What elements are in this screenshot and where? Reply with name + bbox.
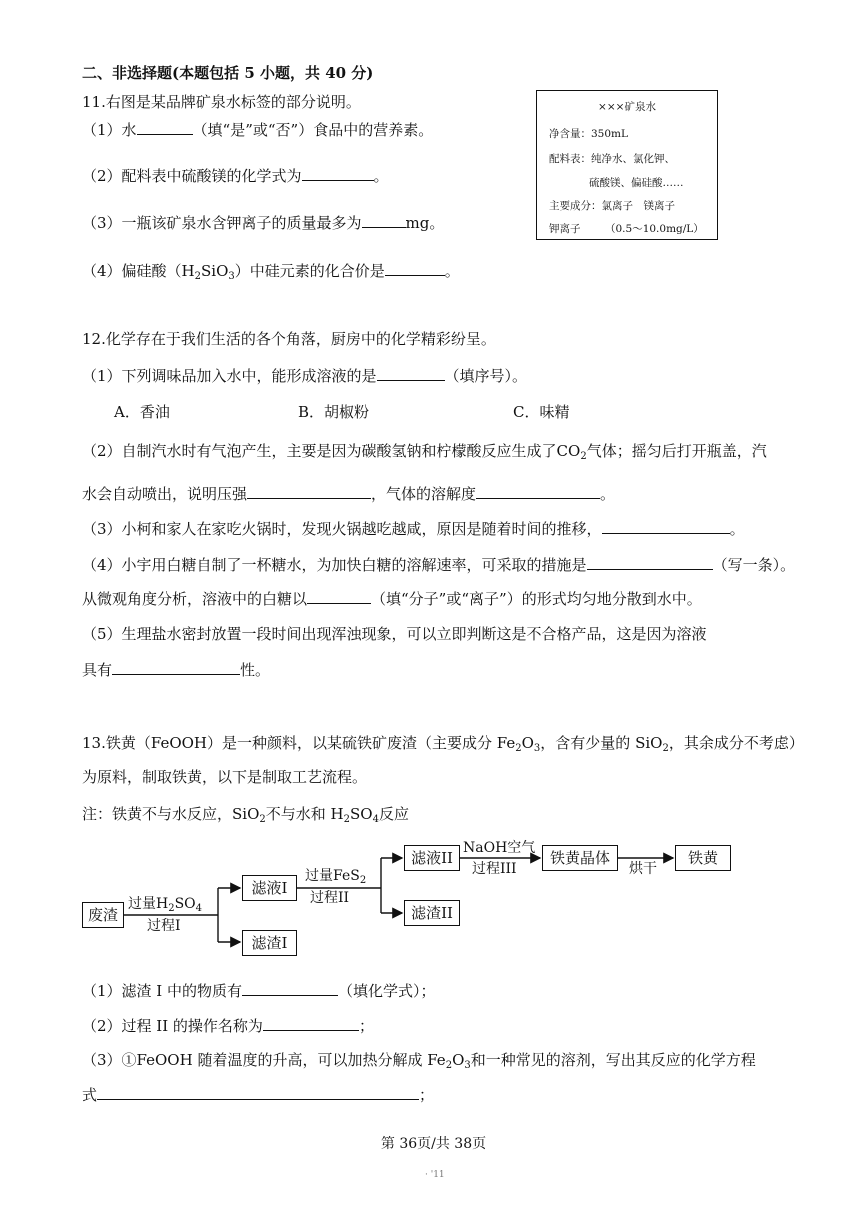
flow-step2-reagent-a: 过量FeS [305,868,360,884]
label-potassium-range: （0.5～10.0mg/L） [605,223,704,235]
q13-stem-sub2: 3 [533,743,541,754]
q13-part1 [82,981,436,1001]
q12-part5-text: 具有 [82,661,113,679]
q12-part5-line1: （5）生理盐水密封放置一段时间出现浑浊现象，可以立即判断这是不合格产品，这是因为溶液 [82,625,707,643]
q12-option-c: C．味精 [513,403,570,421]
q12-part2-text4: ，气体的溶解度 [371,485,477,503]
q13-stem-line2: 为原料，制取铁黄，以下是制取工艺流程。 [82,768,368,786]
page-footer: 第 36页/共 38页 [380,1136,487,1152]
bottom-mark: · '11 [425,1170,445,1180]
q13-stem-sub3: 2 [662,743,669,754]
flow-box-filtrate1: 滤液I [242,875,297,901]
q11-part2-end: 。 [373,167,389,185]
q12-part4-line2 [82,589,702,609]
q13-part2-text: （2）过程 II 的操作名称为 [82,1017,263,1035]
q11-part1-text2: （填“是”或“否”）食品中的营养素。 [192,121,434,139]
q11-part4-blank[interactable] [385,261,445,276]
q12-part4-blank2[interactable] [307,589,371,604]
q13-part3-text2: 和一种常见的溶剂，写出其反应的化学方程 [470,1051,756,1069]
q11-part4-end: 。 [444,262,460,280]
q12-part2-line2 [82,484,615,504]
q12-option-a: A．香油 [114,403,170,421]
q12-part3 [82,519,745,539]
label-ingredients-1: 配料表：纯净水、氯化钾、 [549,153,675,165]
q13-stem-text2: ，含有少量的 SiO [540,734,663,752]
label-potassium-name: 钾离子 [549,223,581,235]
q12-part1-text: （1）下列调味品加入水中，能形成溶液的是 [82,367,377,385]
q13-part1-blank[interactable] [242,981,338,996]
q13-part2 [82,1016,374,1036]
q12-part2-text3: 水会自动喷出，说明压强 [82,485,248,503]
q11-part4-formula: SiO [201,262,229,280]
q11-part2-text: （2）配料表中硫酸镁的化学式为 [82,167,302,185]
q12-part3-text: （3）小柯和家人在家吃火锅时，发现火锅越吃越咸，原因是随着时间的推移， [82,520,602,538]
flow-box-residue1: 滤渣I [242,930,297,956]
q11-part4-text: （4）偏硅酸（H [82,262,195,280]
q12-part2-blank1[interactable] [247,484,371,499]
q12-part4-text3: 从微观角度分析，溶液中的白糖以 [82,590,308,608]
q11-part3-blank[interactable] [362,213,406,228]
q12-part2-sub: 2 [580,451,587,462]
q11-part2 [82,166,389,186]
q13-note-sub2: 2 [343,814,350,825]
q11-part4-sub1: 2 [194,271,202,282]
label-title: ×××矿泉水 [598,101,656,113]
flow-step3-name: 过程III [472,861,517,877]
q13-part3-formula: O [452,1051,465,1069]
label-net-content: 净含量：350mL [549,128,628,140]
label-main-components: 主要成分：氯离子 镁离子 [549,200,675,212]
q13-part3-sub2: 3 [464,1060,471,1071]
q13-note-sub3: 4 [372,814,379,825]
q13-stem-formula: O [521,734,534,752]
flow-box-waste: 废渣 [82,902,124,928]
q11-stem: 11.右图是某品牌矿泉水标签的部分说明。 [82,93,361,111]
q11-part3-text: （3）一瓶该矿泉水含钾离子的质量最多为 [82,214,362,232]
q13-part1-text2: （填化学式）； [338,982,436,1000]
q12-stem: 12.化学存在于我们生活的各个角落，厨房中的化学精彩纷呈。 [82,330,496,348]
section-title: 二、非选择题(本题包括 5 小题，共 40 分) [82,64,374,82]
flow-step2-name: 过程II [310,890,350,906]
q12-part3-blank[interactable] [602,519,730,534]
flow-box-filtrate2: 滤液II [404,845,460,871]
q11-part3-unit: mg。 [405,214,445,232]
q12-part4-text4: （填“分子”或“离子”）的形式均匀地分散到水中。 [371,590,702,608]
q11-part4 [82,261,460,281]
flow-box-product: 铁黄 [675,845,731,871]
q11-part4-sub2: 3 [228,271,235,282]
q13-note-formula: SO [349,805,373,823]
q11-part1 [82,120,433,140]
q12-part4-blank1[interactable] [587,555,713,570]
q12-option-b: B．胡椒粉 [298,403,370,421]
q13-part3-end: ； [419,1086,435,1104]
q13-note-text3: 反应 [378,805,409,823]
q13-part3-text3: 式 [82,1086,98,1104]
q13-note-text2: 不与水和 H [265,805,344,823]
q11-part4-text2: ）中硅元素的化合价是 [234,262,385,280]
q13-part3-line1 [82,1050,756,1070]
flow-step1-name: 过程I [147,918,181,934]
q12-part2-line1 [82,441,767,461]
q13-part3-blank[interactable] [97,1085,419,1100]
q12-part5-end: 性。 [240,661,271,679]
q12-part5-blank[interactable] [112,660,240,675]
flow-step1-reagent-a: 过量H [128,896,169,912]
q13-part1-text: （1）滤渣 I 中的物质有 [82,982,243,1000]
q13-stem-sub1: 2 [515,743,522,754]
q13-part3-text: （3）①FeOOH 随着温度的升高，可以加热分解成 Fe [82,1051,446,1069]
q13-stem-text3: ，其余成分不考虑） [668,734,804,752]
flow-box-residue2: 滤渣II [404,900,460,926]
q12-part2-blank2[interactable] [476,484,600,499]
q13-stem-line1 [82,733,804,753]
label-ingredients-2: 硫酸镁、偏硅酸…… [589,177,684,189]
q12-part5-line2 [82,660,270,680]
q12-part2-text: （2）自制汽水时有气泡产生，主要是因为碳酸氢钠和柠檬酸反应生成了CO [82,442,581,460]
q11-part3 [82,213,444,233]
q12-part1 [82,366,527,386]
q12-part1-text2: （填序号）。 [444,367,528,385]
flow-dry-label: 烘干 [629,861,657,877]
flow-step2-reagent [305,868,366,884]
q11-part1-text: （1）水 [82,121,137,139]
flow-box-crystal: 铁黄晶体 [542,845,618,871]
q12-part3-end: 。 [729,520,745,538]
flow-step3-reagent: NaOH空气 [463,840,536,856]
mineral-water-label [536,90,718,240]
q11-part1-blank[interactable] [137,120,193,135]
flow-step2-reagent-sub: 2 [359,875,367,886]
q12-part4-line1 [82,555,795,575]
q13-part2-blank[interactable] [263,1016,359,1031]
q13-note-sub1: 2 [259,814,266,825]
q12-part2-text2: 气体；摇匀后打开瓶盖，汽 [586,442,767,460]
q13-note-text: 注：铁黄不与水反应，SiO [82,805,260,823]
q13-note [82,804,409,824]
flow-step1-reagent-sub1: 2 [168,903,175,914]
q12-part4-text: （4）小宇用白糖自制了一杯糖水，为加快白糖的溶解速率，可采取的措施是 [82,556,587,574]
flow-step1-reagent-sub2: 4 [195,903,203,914]
q12-part1-blank[interactable] [377,366,445,381]
q13-part3-line2 [82,1085,434,1105]
q13-part2-end: ； [358,1017,374,1035]
flow-step1-reagent [128,896,202,912]
q11-part2-blank[interactable] [302,166,374,181]
q13-part3-sub1: 2 [445,1060,453,1071]
q13-stem-text: 13.铁黄（FeOOH）是一种颜料，以某硫铁矿废渣（主要成分 Fe [82,734,516,752]
q12-part4-text2: （写一条）。 [712,556,796,574]
q12-part2-end: 。 [600,485,616,503]
flow-step1-reagent-b: SO [174,896,196,912]
